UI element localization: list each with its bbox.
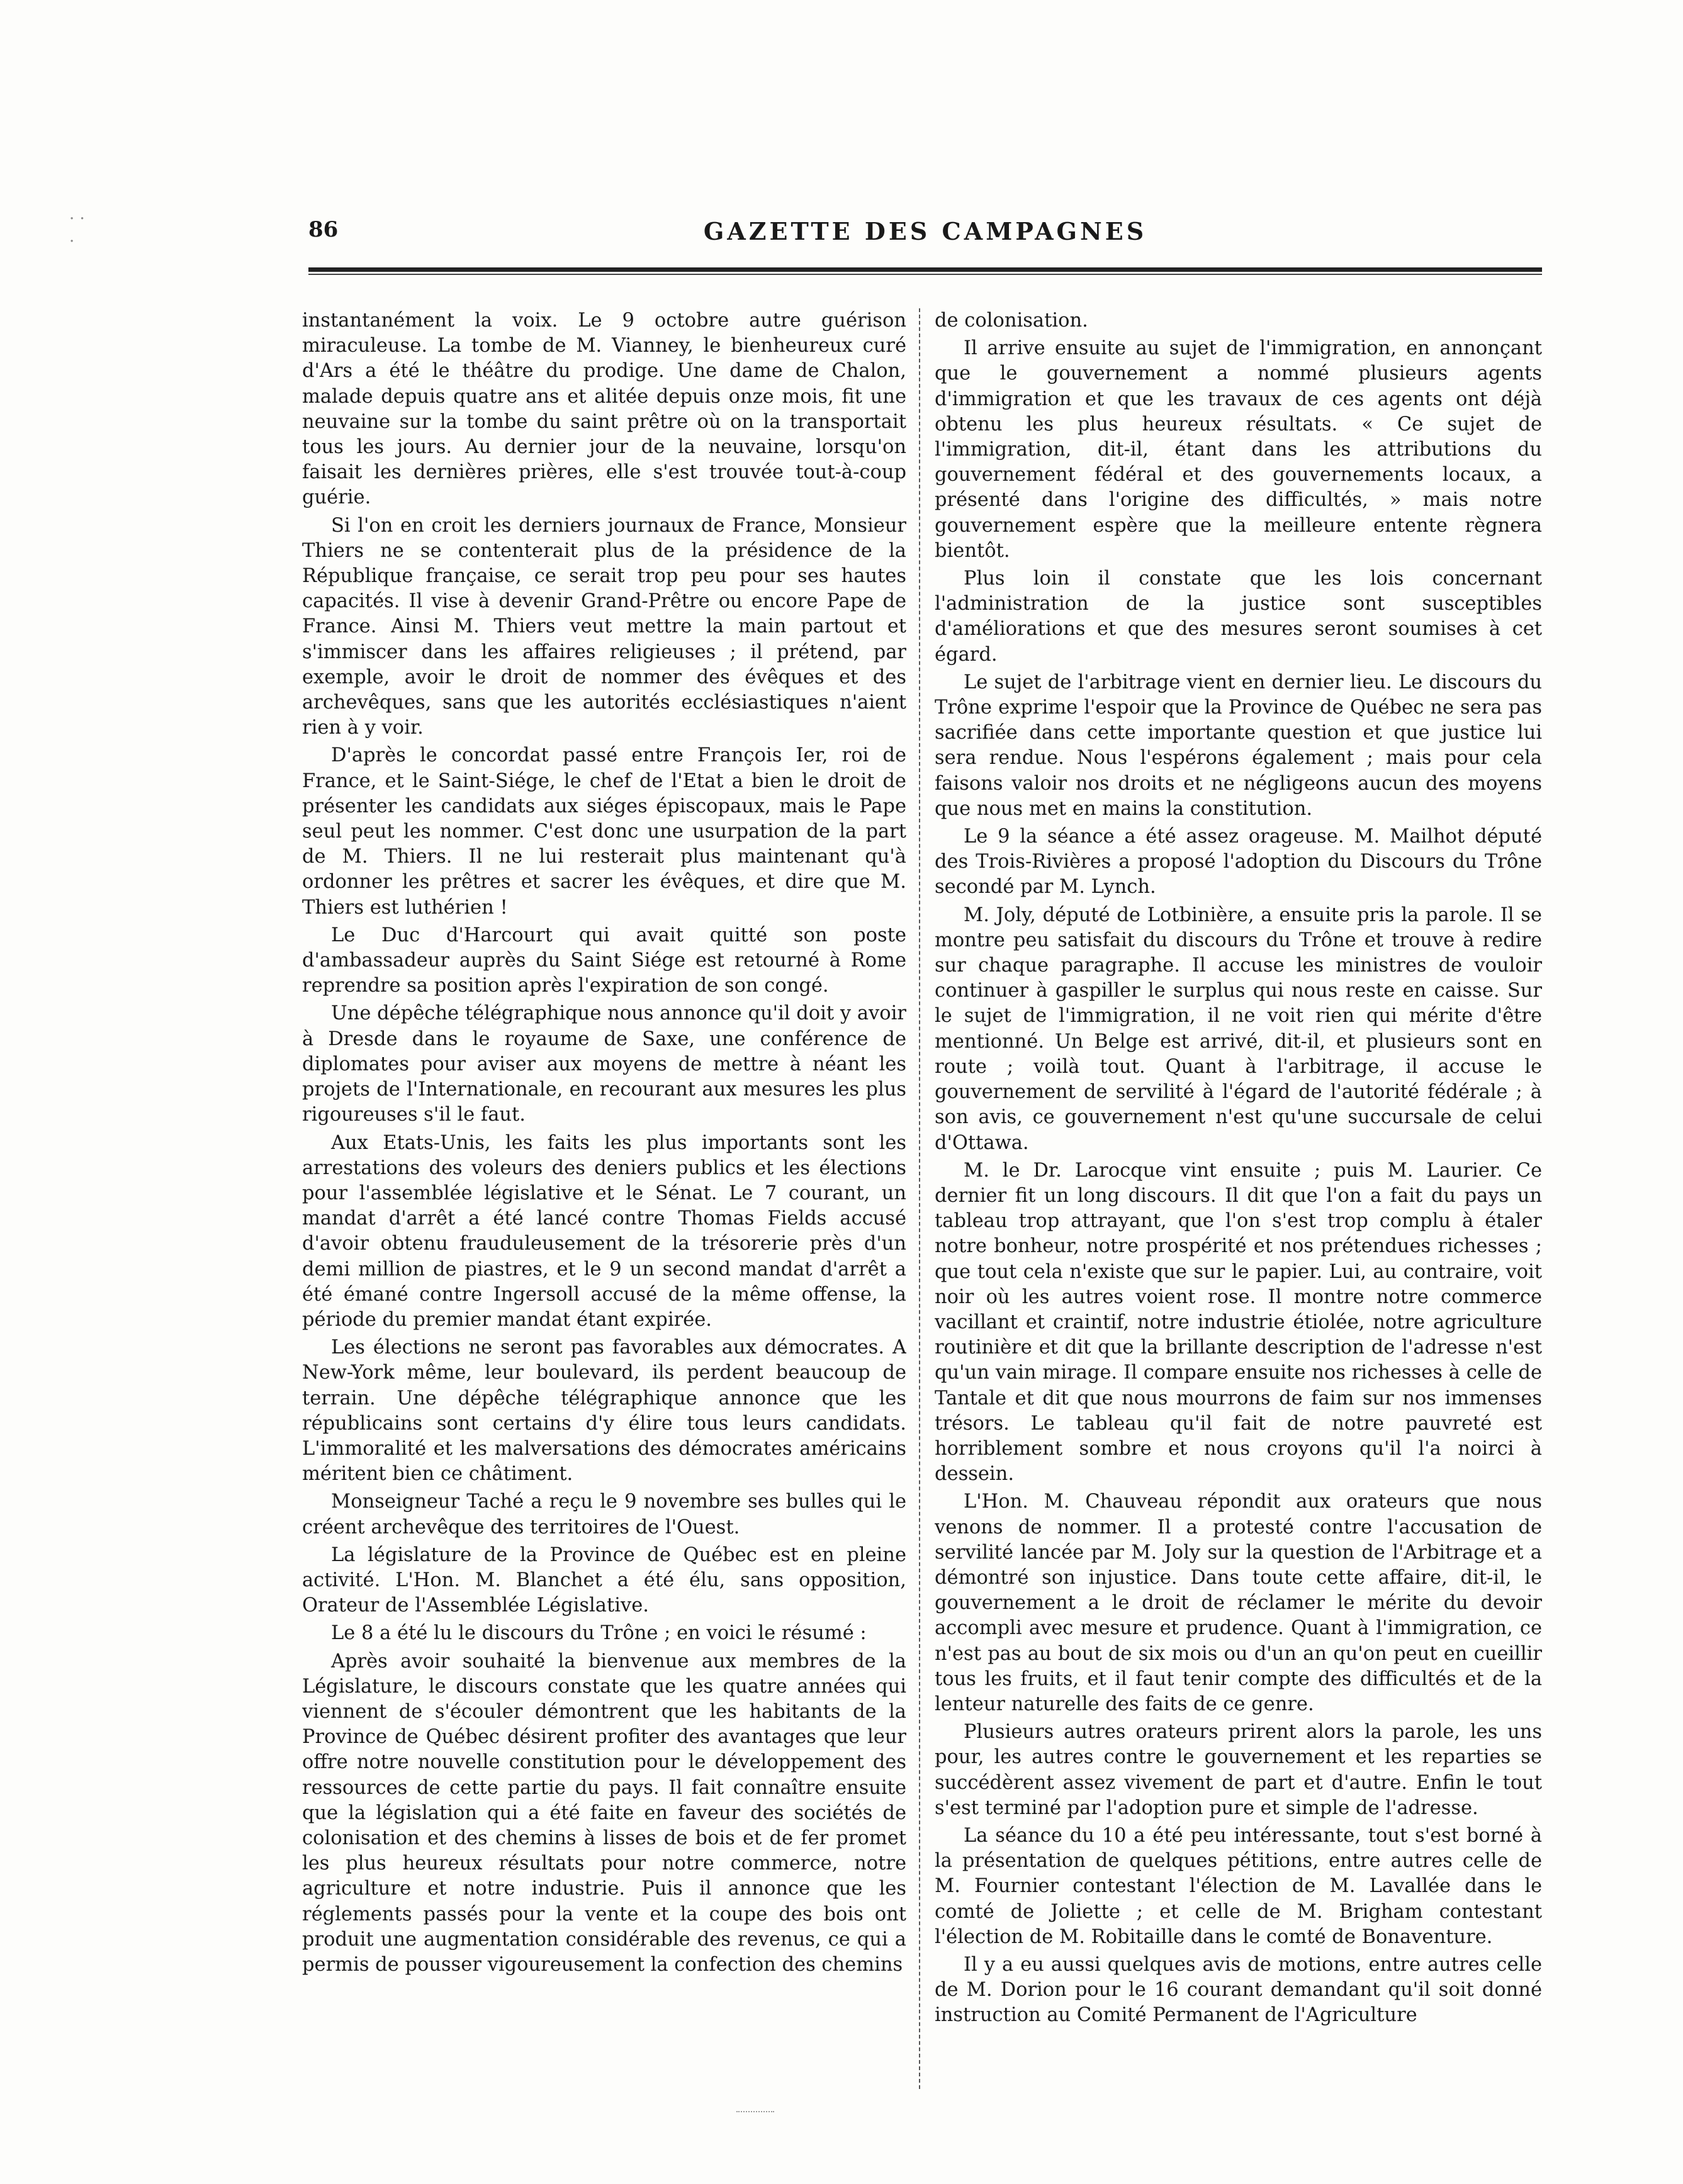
footer-mark (736, 2111, 774, 2112)
article-columns (302, 308, 1545, 2089)
header-rule-thick (308, 267, 1542, 272)
paragraph: Les élections ne seront pas favorables aux démocrates. A New-York même, leur boulevard, ils perdent beaucoup de terrain. Une dépêche télégraphique annonce que les républicains sont certains d'y élire tous leurs candidats. L'immoralité et les malversations des démocrates américains méritent bien ce châtiment. (302, 1336, 906, 1486)
paragraph: Le sujet de l'arbitrage vient en dernier lieu. Le discours du Trône exprime l'espoir que la Province de Québec ne sera pas sacrifiée dans cette importante question et que justice lui sera rendue. Nous l'espérons également ; mais pour cela faisons valoir nos droits et ne négligeons aucun des moyens que nous met en mains la constitution. (935, 671, 1542, 820)
paragraph: Plusieurs autres orateurs prirent alors la parole, les uns pour, les autres contre le gouvernement et les reparties se succédèrent assez vivement de part et d'autre. Enfin le tout s'est terminé par l'adoption pure et simple de l'adresse. (935, 1721, 1542, 1819)
paragraph: instantanément la voix. Le 9 octobre autre guérison miraculeuse. La tombe de M. Vianney, le bienheureux curé d'Ars a été le théâtre du prodige. Une dame de Chalon, malade depuis quatre ans et alitée depuis onze mois, fit une neuvaine sur la tombe du saint prêtre où on la transportait tous les jours. Au dernier jour de la neuvaine, lorsqu'on faisait les dernières prières, elle s'est trouvée tout-à-coup guérie. (302, 310, 906, 509)
paragraph: D'après le concordat passé entre François Ier, roi de France, et le Saint-Siége, le chef de l'Etat a bien le droit de présenter les candidats aux siéges épiscopaux, mais le Pape seul peut les nommer. C'est donc une usurpation de la part de M. Thiers. Il ne lui resterait plus maintenant qu'à ordonner les prêtres et sacrer les évêques, et dire que M. Thiers est luthérien ! (302, 744, 906, 919)
header-rule-thin (308, 274, 1542, 275)
paragraph: La séance du 10 a été peu intéressante, tout s'est borné à la présentation de quelques pétitions, entre autres celle de M. Fournier contestant l'élection de M. Lavallée dans le comté de Joliette ; et celle de M. Brigham contestant l'élection de M. Robitaille dans le comté de Bonaventure. (935, 1824, 1542, 1948)
paragraph: Si l'on en croit les derniers journaux de France, Monsieur Thiers ne se contenterait plus de la présidence de la République française, ce serait trop peu pour ses hautes capacités. Il vise à devenir Grand-Prêtre ou encore Pape de France. Ainsi M. Thiers veut mettre la main partout et s'immiscer dans les affaires religieuses ; il prétend, par exemple, avoir le droit de nommer des évêques et des archevêques, sans que les autorités ecclésiastiques n'aient rien à y voir. (302, 514, 906, 739)
paragraph: Le 9 la séance a été assez orageuse. M. Mailhot député des Trois-Rivières a proposé l'adoption du Discours du Trône secondé par M. Lynch. (935, 826, 1542, 899)
paragraph: Le 8 a été lu le discours du Trône ; en voici le résumé : (331, 1622, 867, 1645)
page-number: 86 (308, 217, 339, 242)
paragraph: Une dépêche télégraphique nous annonce qu'il doit y avoir à Dresde dans le royaume de Saxe, une conférence de diplomates pour aviser aux moyens de mettre à néant les projets de l'Internationale, en recourant aux mesures les plus rigoureuses s'il le faut. (302, 1002, 906, 1126)
paragraph: L'Hon. M. Chauveau répondit aux orateurs que nous venons de nommer. Il a protesté contre l'accusation de servilité lancée par M. Joly sur la question de l'Arbitrage et a démontré son injustice. Dans toute cette affaire, dit-il, le gouvernement a le droit de réclamer le mérite du devoir accompli avec mesure et prudence. Quant à l'immigration, ce n'est pas au bout de six mois ou d'un an qu'on peut en cueillir tous les fruits, et il faut tenir compte des difficultés et de la lenteur naturelle des faits de ce genre. (935, 1491, 1542, 1715)
right-column (935, 308, 1542, 2089)
paragraph: Il y a eu aussi quelques avis de motions, entre autres celle de M. Dorion pour le 16 courant demandant qu'il soit donné instruction au Comité Permanent de l'Agriculture (935, 1954, 1542, 2027)
paragraph: Le Duc d'Harcourt qui avait quitté son poste d'ambassadeur auprès du Saint Siége est retourné à Rome reprendre sa position après l'expiration de son congé. (302, 924, 906, 997)
paragraph: M. Joly, député de Lotbinière, a ensuite pris la parole. Il se montre peu satisfait du discours du Trône et trouve à redire sur chaque paragraphe. Il accuse les ministres de vouloir continuer à gaspiller le surplus qui nous reste en caisse. Sur le sujet de l'immigration, il ne voit rien qui mérite d'être mentionné. Un Belge est arrivé, dit-il, et plusieurs sont en route ; voilà tout. Quant à l'arbitrage, il accuse le gouvernement de servilité à l'égard de l'autorité fédérale ; à son avis, ce gouvernement n'est qu'une succursale de celui d'Ottawa. (935, 904, 1542, 1154)
running-title: GAZETTE DES CAMPAGNES (703, 217, 1147, 245)
page-header (308, 217, 1542, 255)
paragraph: Il arrive ensuite au sujet de l'immigration, en annonçant que le gouvernement a nommé plusieurs agents d'immigration et que les travaux de ces agents ont déjà obtenu les plus heureux résultats. « Ce sujet de l'immigration, dit-il, étant dans les attributions du gouvernement fédéral et des gouvernements locaux, a présenté dans l'origine des difficultés, » mais notre gouvernement espère que la meilleure entente règnera bientôt. (935, 337, 1542, 562)
paragraph: Monseigneur Taché a reçu le 9 novembre ses bulles qui le créent archevêque des territoires de l'Ouest. (302, 1491, 906, 1538)
paragraph: de colonisation. (935, 310, 1088, 332)
header-rule (308, 267, 1542, 276)
paragraph: Après avoir souhaité la bienvenue aux membres de la Législature, le discours constate que les quatre années qui viennent de s'écouler démontrent que les habitants de la Province de Québec désirent profiter des avantages que leur offre notre nouvelle constitution pour le développement des ressources de cette partie du pays. Il fait connaître ensuite que la législation qui a été faite en faveur des sociétés de colonisation et des chemins à lisses de bois et de fer promet les plus heureux résultats pour notre commerce, notre agriculture et notre industrie. Puis il annonce que les réglements passés pour la vente et la coupe des bois ont produit une augmentation considérable des revenus, ce qui a permis de pousser vigoureusement la confection des chemins (302, 1650, 906, 1976)
paragraph: La législature de la Province de Québec est en pleine activité. L'Hon. M. Blanchet a été élu, sans opposition, Orateur de l'Assemblée Législative. (302, 1543, 906, 1617)
left-column (302, 308, 906, 2089)
paragraph: Aux Etats-Unis, les faits les plus importants sont les arrestations des voleurs des deniers publics et les élections pour l'assemblée législative et le Sénat. Le 7 courant, un mandat d'arrêt a été lancé contre Thomas Fields accusé d'avoir obtenu frauduleusement de la trésorerie près d'un demi million de piastres, et le 9 un second mandat d'arrêt a été émané contre Ingersoll accusé de la même offense, la période du premier mandat étant expirée. (302, 1131, 906, 1331)
paragraph: M. le Dr. Larocque vint ensuite ; puis M. Laurier. Ce dernier fit un long discours. Il dit que l'on a fait du pays un tableau trop attrayant, que l'on s'est trop complu à étaler notre bonheur, notre prospérité et nos prétendues richesses ; que tout cela n'existe que sur le papier. Lui, au contraire, voit noir où les autres voient rose. Il montre notre commerce vacillant et craintif, notre industrie étiolée, notre agriculture routinière et dit que la brillante description de l'adresse n'est qu'un vain mirage. Il compare ensuite nos richesses à celle de Tantale et dit que nous mourrons de faim sur nos immenses trésors. Le tableau qu'il fait de notre pauvreté est horriblement sombre et nous croyons qu'il l'a noirci à dessein. (935, 1159, 1542, 1486)
paragraph: Plus loin il constate que les lois concernant l'administration de la justice sont susceptibles d'améliorations et que des mesures seront soumises à cet égard. (935, 568, 1542, 666)
column-divider (919, 308, 920, 2089)
margin-marks: · · · (69, 210, 85, 251)
